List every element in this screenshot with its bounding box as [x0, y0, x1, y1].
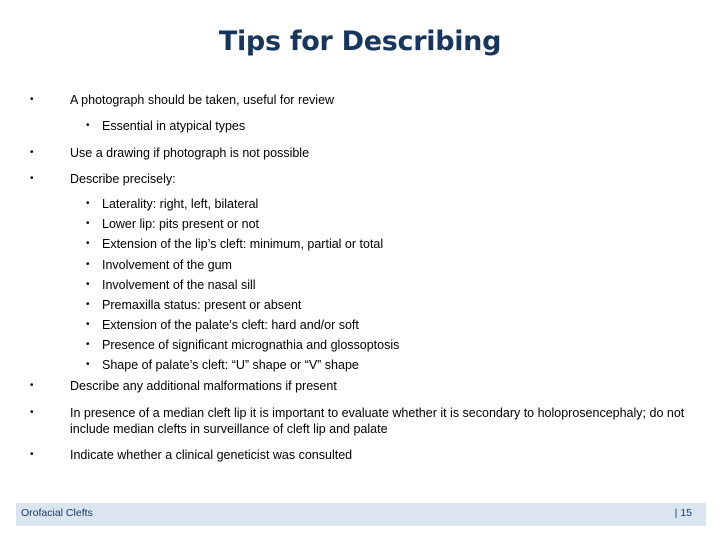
tip-photograph-sub: Essential in atypical types [102, 119, 246, 133]
bullet-icon: • [30, 449, 34, 460]
describe-item: Presence of significant micrognathia and glossoptosis [102, 338, 400, 352]
describe-item: Involvement of the nasal sill [102, 278, 256, 292]
tip-additional: Describe any additional malformations if present [70, 379, 337, 393]
bullet-icon: • [86, 259, 90, 270]
describe-item: Lower lip: pits present or not [102, 217, 260, 231]
bullet-icon: • [30, 407, 34, 418]
footer-label: Orofacial Clefts [21, 507, 93, 519]
bullet-icon: • [86, 198, 90, 209]
tip-drawing: Use a drawing if photograph is not possible [70, 146, 310, 160]
describe-item: Premaxilla status: present or absent [102, 298, 302, 312]
bullet-icon: • [86, 359, 90, 370]
describe-item: Extension of the palate’s cleft: hard and/or soft [102, 318, 359, 332]
bullet-icon: • [86, 319, 90, 330]
bullet-icon: • [30, 380, 34, 391]
describe-item: Involvement of the gum [102, 258, 232, 272]
bullet-icon: • [30, 147, 34, 158]
slide-title: Tips for Describing [218, 26, 502, 57]
tip-median-cleft: In presence of a median cleft lip it is important to evaluate whether it is secondary to holoprosencephaly; do not include median clefts in surveillance of cleft lip and palate [70, 406, 685, 436]
bullet-icon: • [86, 339, 90, 350]
bullet-icon: • [86, 120, 90, 131]
tip-describe: Describe precisely: [70, 172, 176, 186]
page-number: | 15 [674, 507, 692, 519]
footer-bar [16, 503, 706, 526]
tip-photograph: A photograph should be taken, useful for review [70, 93, 335, 107]
bullet-icon: • [86, 218, 90, 229]
describe-item: Extension of the lip’s cleft: minimum, partial or total [102, 237, 384, 251]
describe-item: Laterality: right, left, bilateral [102, 197, 259, 211]
bullet-icon: • [86, 299, 90, 310]
tip-geneticist: Indicate whether a clinical geneticist was consulted [70, 448, 353, 462]
bullet-icon: • [30, 173, 34, 184]
bullet-icon: • [30, 94, 34, 105]
bullet-icon: • [86, 279, 90, 290]
describe-item: Shape of palate’s cleft: “U” shape or “V” shape [102, 358, 359, 372]
bullet-icon: • [86, 238, 90, 249]
